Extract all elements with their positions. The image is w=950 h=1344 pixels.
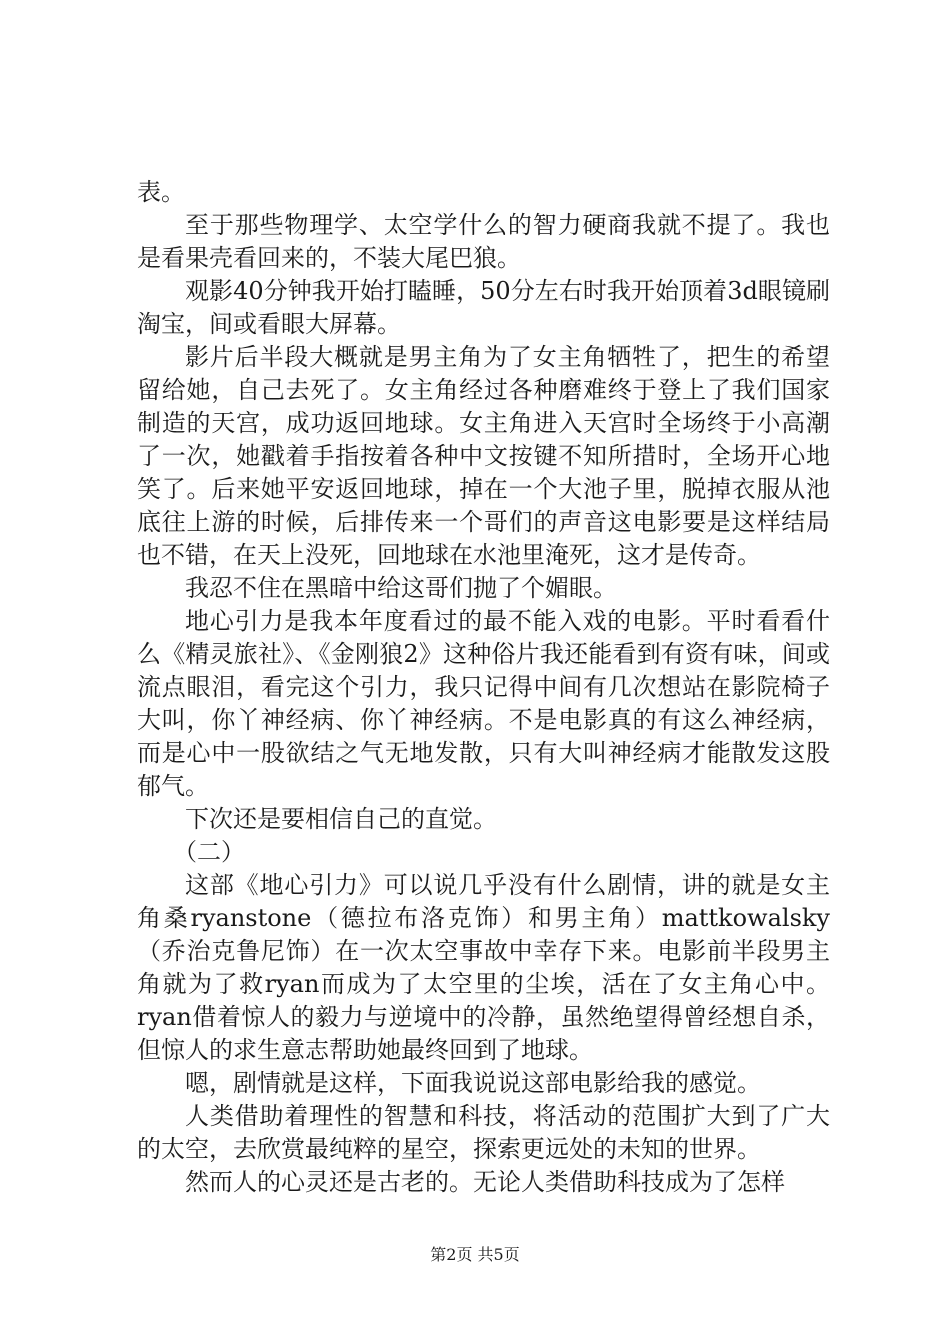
paragraph: 然而人的心灵还是古老的。无论人类借助科技成为了怎样 xyxy=(185,1168,785,1196)
paragraph: 这部《地心引力》可以说几乎没有什么剧情，讲的就是女主角桑ryanstone（德拉布洛克饰）和男主角）mattkowalsky（乔治克鲁尼饰）在一次太空事故中幸存下来。电影前半段男主角就为了救ryan而成为了太空里的尘埃，活在了女主角心中。ryan借着惊人的毅力与逆境中的冷静，虽然绝望得曾经想自杀，但惊人的求生意志帮助她最终回到了地球。 xyxy=(137,871,830,1064)
paragraph: 影片后半段大概就是男主角为了女主角牺牲了，把生的希望留给她，自己去死了。女主角经过各种磨难终于登上了我们国家制造的天宫，成功返回地球。女主角进入天宫时全场终于小高潮了一次，她戳着手指按着各种中文按键不知所措时，全场开心地笑了。后来她平安返回地球，掉在一个大池子里，脱掉衣服从池底往上游的时候，后排传来一个哥们的声音这电影要是这样结局也不错，在天上没死，回地球在水池里淹死，这才是传奇。 xyxy=(137,343,830,569)
paragraph: 下次还是要相信自己的直觉。 xyxy=(185,805,497,833)
paragraph: 地心引力是我本年度看过的最不能入戏的电影。平时看看什么《精灵旅社》、《金刚狼2》这种俗片我还能看到有资有味，间或流点眼泪，看完这个引力，我只记得中间有几次想站在影院椅子大叫，你丫神经病、你丫神经病。不是电影真的有这么神经病，而是心中一股欲结之气无地发散，只有大叫神经病才能散发这股郁气。 xyxy=(137,607,830,800)
paragraph: 人类借助着理性的智慧和科技，将活动的范围扩大到了广大的太空，去欣赏最纯粹的星空，探索更远处的未知的世界。 xyxy=(137,1102,830,1163)
body-text xyxy=(137,176,830,1199)
paragraph: 表。 xyxy=(137,178,185,206)
section-heading: （二） xyxy=(173,838,245,866)
paragraph: 嗯，剧情就是这样，下面我说说这部电影给我的感觉。 xyxy=(185,1069,761,1097)
paragraph: 至于那些物理学、太空学什么的智力硬商我就不提了。我也是看果壳看回来的，不装大尾巴狼。 xyxy=(137,211,830,272)
paragraph: 我忍不住在黑暗中给这哥们抛了个媚眼。 xyxy=(185,574,617,602)
paragraph: 观影40分钟我开始打瞌睡，50分左右时我开始顶着3d眼镜刷淘宝，间或看眼大屏幕。 xyxy=(137,277,830,338)
page-footer: 第2页 共5页 xyxy=(430,1245,520,1264)
